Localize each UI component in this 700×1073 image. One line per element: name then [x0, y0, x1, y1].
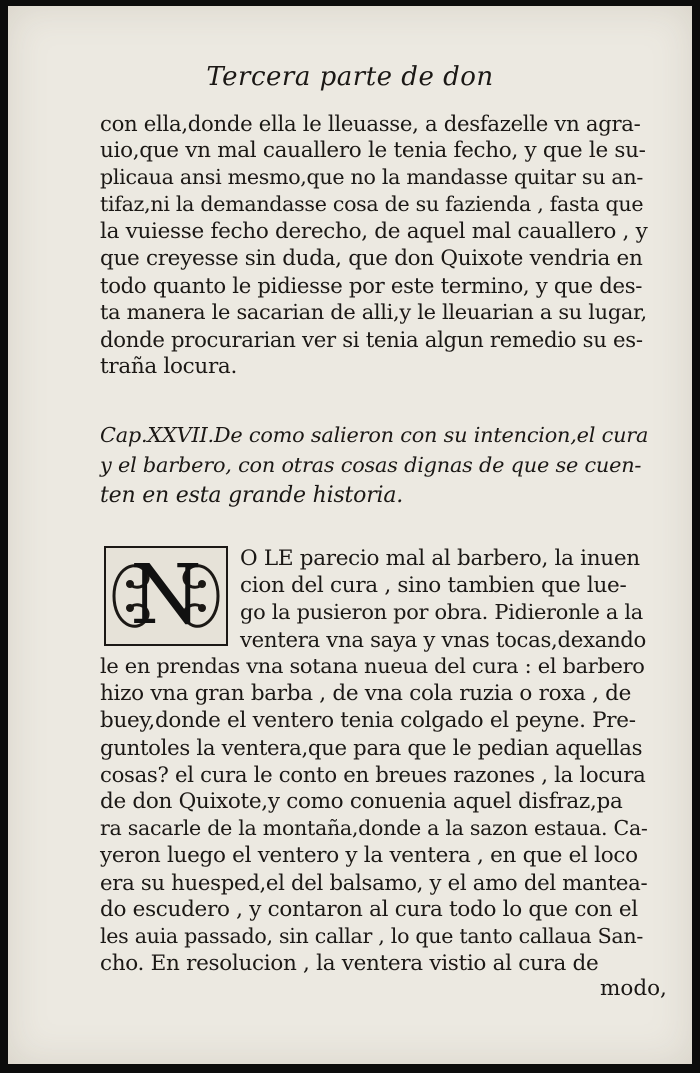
text-line: de don Quixote,y como conuenia aquel disfraz,pa	[100, 789, 623, 814]
text-line: uio,que vn mal cauallero le tenia fecho, y que le su-	[100, 138, 646, 163]
text-line: plicaua ansi mesmo,que no la mandasse quitar su an-	[100, 165, 644, 189]
text-line: ra sacarle de la montaña,donde a la sazon estaua. Ca-	[100, 816, 648, 840]
text-line: todo quanto le pidiesse por este termino, y que des-	[100, 273, 643, 298]
text-line: do escudero , y contaron al cura todo lo que con el	[100, 897, 638, 922]
text-line: donde procurarian ver si tenia algun remedio su es-	[100, 327, 643, 352]
text-line: cion del cura , sino tambien que lue-	[240, 573, 627, 598]
text-line: O LE parecio mal al barbero, la inuen	[240, 546, 640, 571]
text-line: yeron luego el ventero y la ventera , en que el loco	[100, 843, 638, 868]
text-line: buey,donde el ventero tenia colgado el peyne. Pre-	[100, 708, 636, 733]
text-line: go la pusieron por obra. Pidieronle a la	[240, 600, 643, 624]
decorated-initial	[104, 546, 228, 646]
heading-line: Cap.XXVII.De como salieron con su intencion,el cura	[100, 423, 649, 447]
text-line: tifaz,ni la demandasse cosa de su fazienda , fasta que	[100, 192, 644, 216]
text-line: ventera vna saya y vnas tocas,dexando	[240, 627, 647, 652]
text-line: con ella,donde ella le lleuasse, a desfazelle vn agra-	[100, 111, 641, 136]
text-line: guntoles la ventera,que para que le pedian aquellas	[100, 735, 643, 760]
text-line: cosas? el cura le conto en breues razones , la locura	[100, 762, 646, 787]
book-page	[8, 6, 692, 1064]
text-line: les auia passado, sin callar , lo que tanto callaua San-	[100, 924, 644, 948]
text-line: traña locura.	[100, 354, 237, 379]
initial-letter: N	[130, 548, 202, 643]
heading-line: ten en esta grande historia.	[100, 483, 404, 508]
text-line: la vuiesse fecho derecho, de aquel mal cauallero , y	[100, 219, 648, 244]
heading-line: y el barbero, con otras cosas dignas de que se cuen-	[100, 453, 642, 477]
text-line: hizo vna gran barba , de vna cola ruzia o roxa , de	[100, 681, 632, 706]
text-line: era su huesped,el del balsamo, y el amo del mantea-	[100, 870, 648, 895]
catchword: modo,	[600, 976, 667, 1001]
text-line: le en prendas vna sotana nueua del cura : el barbero	[100, 654, 645, 678]
text-line: ta manera le sacarian de alli,y le lleuarian a su lugar,	[100, 300, 647, 324]
text-line: que creyesse sin duda, que don Quixote vendria en	[100, 246, 643, 271]
text-line: cho. En resolucion , la ventera vistio al cura de	[100, 951, 599, 976]
running-head: Tercera parte de don	[206, 62, 494, 92]
